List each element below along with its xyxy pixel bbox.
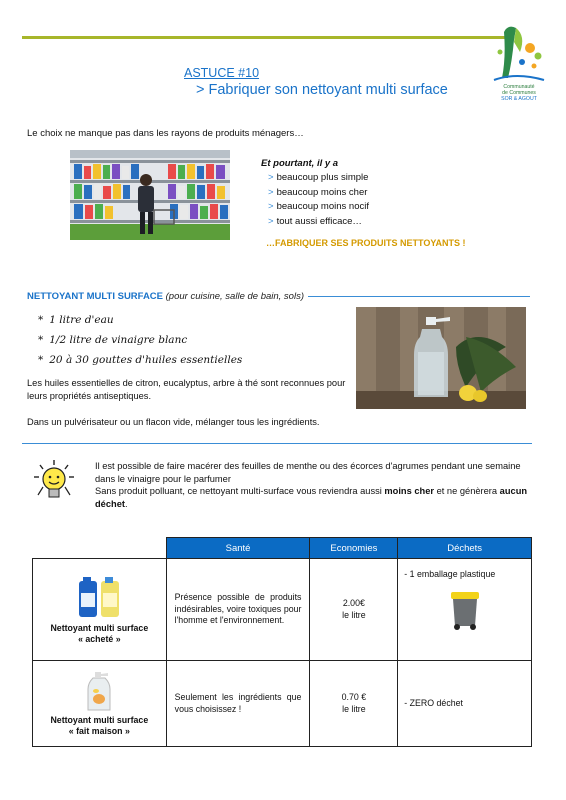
header-sante: Santé bbox=[166, 538, 310, 559]
table-header-row bbox=[33, 538, 532, 559]
advantages-list bbox=[268, 171, 369, 229]
lightbulb-icon bbox=[32, 459, 76, 503]
call-to-action: …FABRIQUER SES PRODUITS NETTOYANTS ! bbox=[266, 238, 466, 248]
homemade-bottle-icon bbox=[84, 671, 114, 711]
tip-line-2: Sans produit polluant, ce nettoyant multi-surface vous reviendra aussi moins cher et ne génèrera aucun déchet. bbox=[95, 486, 528, 509]
ingredients-list bbox=[38, 310, 242, 370]
arrow-icon: > bbox=[268, 186, 274, 198]
header-rule bbox=[22, 36, 512, 39]
product-cell: Nettoyant multi surface « fait maison » bbox=[33, 661, 167, 747]
page-title: > Fabriquer son nettoyant multi surface bbox=[196, 82, 448, 98]
astuce-label: ASTUCE #10 bbox=[184, 66, 260, 80]
list-item: > beaucoup moins cher bbox=[268, 186, 368, 198]
instructions-paragraph: Dans un pulvérisateur ou un flacon vide, mélanger tous les ingrédients. bbox=[27, 417, 320, 427]
sante-cell: Seulement les ingrédients que vous choisissez ! bbox=[166, 661, 310, 747]
arrow-icon: > bbox=[268, 172, 274, 183]
pourtant-heading: Et pourtant, il y a bbox=[261, 158, 339, 169]
table-row bbox=[33, 559, 532, 661]
ingredient-item: * 20 à 30 gouttes d'huiles essentielles bbox=[38, 354, 243, 366]
asterisk-icon: * bbox=[38, 354, 44, 366]
dechets-cell: - ZERO déchet bbox=[398, 661, 532, 747]
comparison-table bbox=[32, 537, 532, 747]
tip-line-1: Il est possible de faire macérer des feuilles de menthe ou des écorces d'agrumes pendant une semaine dans le vinaigre pour le parfumer bbox=[95, 461, 521, 484]
logo-text: Communauté de Communes SOR & AGOUT bbox=[501, 84, 537, 102]
section-divider bbox=[22, 443, 532, 444]
ingredient-item: * 1/2 litre de vinaigre blanc bbox=[38, 334, 188, 346]
ingredient-item: * 1 litre d'eau bbox=[38, 314, 114, 326]
asterisk-icon: * bbox=[38, 334, 44, 346]
table-row bbox=[33, 661, 532, 747]
list-item: > beaucoup moins nocif bbox=[268, 201, 369, 212]
recipe-subtitle: (pour cuisine, salle de bain, sols) bbox=[165, 291, 304, 302]
product-cell: Nettoyant multi surface « acheté » bbox=[33, 559, 167, 661]
list-item: > beaucoup plus simple bbox=[268, 172, 369, 183]
asterisk-icon: * bbox=[38, 314, 44, 326]
spray-bottle-photo bbox=[356, 307, 526, 409]
recipe-title: NETTOYANT MULTI SURFACE bbox=[27, 291, 163, 302]
recipe-heading bbox=[27, 291, 304, 302]
economies-cell: 0.70 € le litre bbox=[310, 661, 398, 747]
essential-oils-paragraph: Les huiles essentielles de citron, eucalyptus, arbre à thé sont reconnues pour leurs propriétés antiseptiques. bbox=[27, 378, 346, 401]
tip-text bbox=[95, 460, 535, 510]
empty-header bbox=[33, 538, 167, 559]
trash-bin-icon bbox=[445, 588, 485, 632]
header-economies: Economies bbox=[310, 538, 398, 559]
header-dechets: Déchets bbox=[398, 538, 532, 559]
sante-cell: Présence possible de produits indésirables, voire toxiques pour l'homme et l'environnement. bbox=[166, 559, 310, 661]
arrow-icon: > bbox=[268, 215, 274, 227]
section-divider bbox=[308, 296, 530, 297]
intro-text: Le choix ne manque pas dans les rayons de produits ménagers… bbox=[27, 128, 304, 139]
arrow-icon: > bbox=[268, 201, 274, 212]
dechets-cell: - 1 emballage plastique bbox=[398, 559, 532, 661]
supermarket-shelf-photo bbox=[70, 150, 230, 240]
economies-cell: 2.00€ le litre bbox=[310, 559, 398, 661]
bought-bottles-icon bbox=[75, 575, 123, 619]
list-item: > tout aussi efficace… bbox=[268, 215, 362, 227]
